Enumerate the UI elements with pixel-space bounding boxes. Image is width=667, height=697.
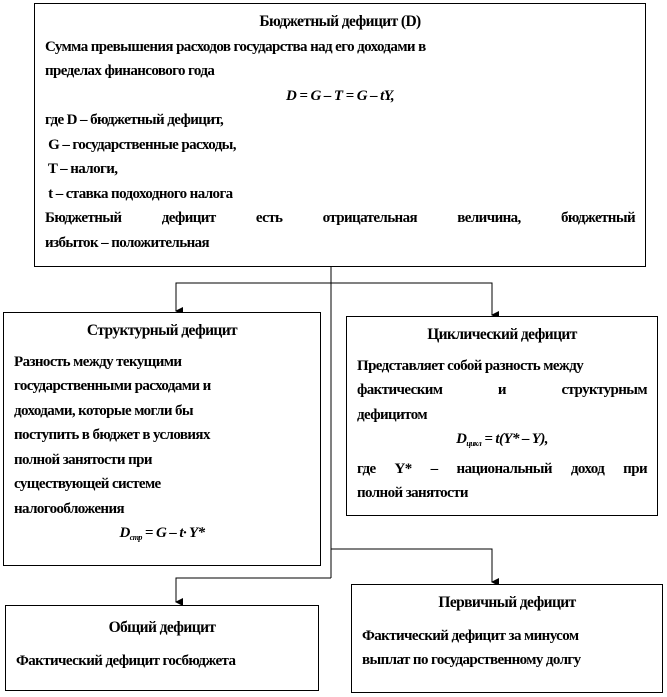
formula-symbol: D (456, 431, 467, 447)
cyclical-title: Циклический дефицит (427, 326, 577, 343)
text-line: доходами, которые могли бы (14, 402, 194, 419)
primary-title: Первичный дефицит (438, 594, 576, 611)
formula-symbol: D (119, 525, 130, 541)
text-line: дефицитом (357, 406, 427, 423)
formula-rest: = G – t· Y* (141, 525, 205, 541)
legend-line: t – ставка подоходного налога (45, 185, 233, 202)
text-line: Разность между текущими (14, 353, 182, 370)
text-line: полной занятости при (14, 451, 152, 468)
arrow-top (176, 283, 492, 315)
formula-rest: = t(Y* – Y), (481, 431, 548, 447)
formula-subscript: цикл (466, 439, 482, 448)
budget-deficit-box (34, 3, 646, 267)
cyclical-deficit-box (346, 316, 658, 516)
text-line: выплат по государственному долгу (362, 652, 581, 668)
note-line: избыток – положительная (45, 234, 210, 251)
budget-deficit-title: Бюджетный дефицит (D) (259, 13, 421, 30)
definition-line: Сумма превышения расходов государства над его доходами в (45, 38, 426, 55)
legend-line: G – государственные расходы, (45, 136, 236, 153)
legend-line: T – налоги, (45, 161, 118, 177)
legend-line: где D – бюджетный дефицит, (45, 112, 224, 128)
deficit-formula: D = G – T = G – tY, (285, 87, 395, 104)
text-line: поступить в бюджет в условиях (14, 427, 210, 443)
total-title: Общий дефицит (108, 619, 216, 636)
text-line: где Y* – национальный доход при (357, 460, 647, 477)
structural-title: Структурный дефицит (86, 322, 238, 339)
structural-deficit-box (3, 312, 321, 566)
note-line: Бюджетный дефицит есть отрицательная величина, бюджетный (45, 210, 635, 226)
cyclical-formula (357, 427, 647, 457)
text-line: Представляет собой разность между (357, 357, 584, 374)
definition-line: пределах финансового года (45, 63, 215, 79)
text-line: Фактический дефицит за минусом (362, 627, 579, 644)
text-line: фактическим и структурным (357, 382, 647, 398)
text-line: полной занятости (357, 485, 468, 501)
text-line: налогообложения (14, 500, 125, 517)
structural-formula (14, 521, 310, 551)
primary-deficit-box (351, 584, 663, 693)
total-deficit-box (5, 605, 319, 691)
arrow-total (176, 578, 331, 602)
text-line: Фактический дефицит госбюджета (16, 652, 236, 669)
text-line: государственными расходами и (14, 378, 211, 394)
arrow-primary (331, 549, 492, 582)
formula-subscript: стр (129, 533, 142, 542)
text-line: существующей системе (14, 476, 161, 492)
